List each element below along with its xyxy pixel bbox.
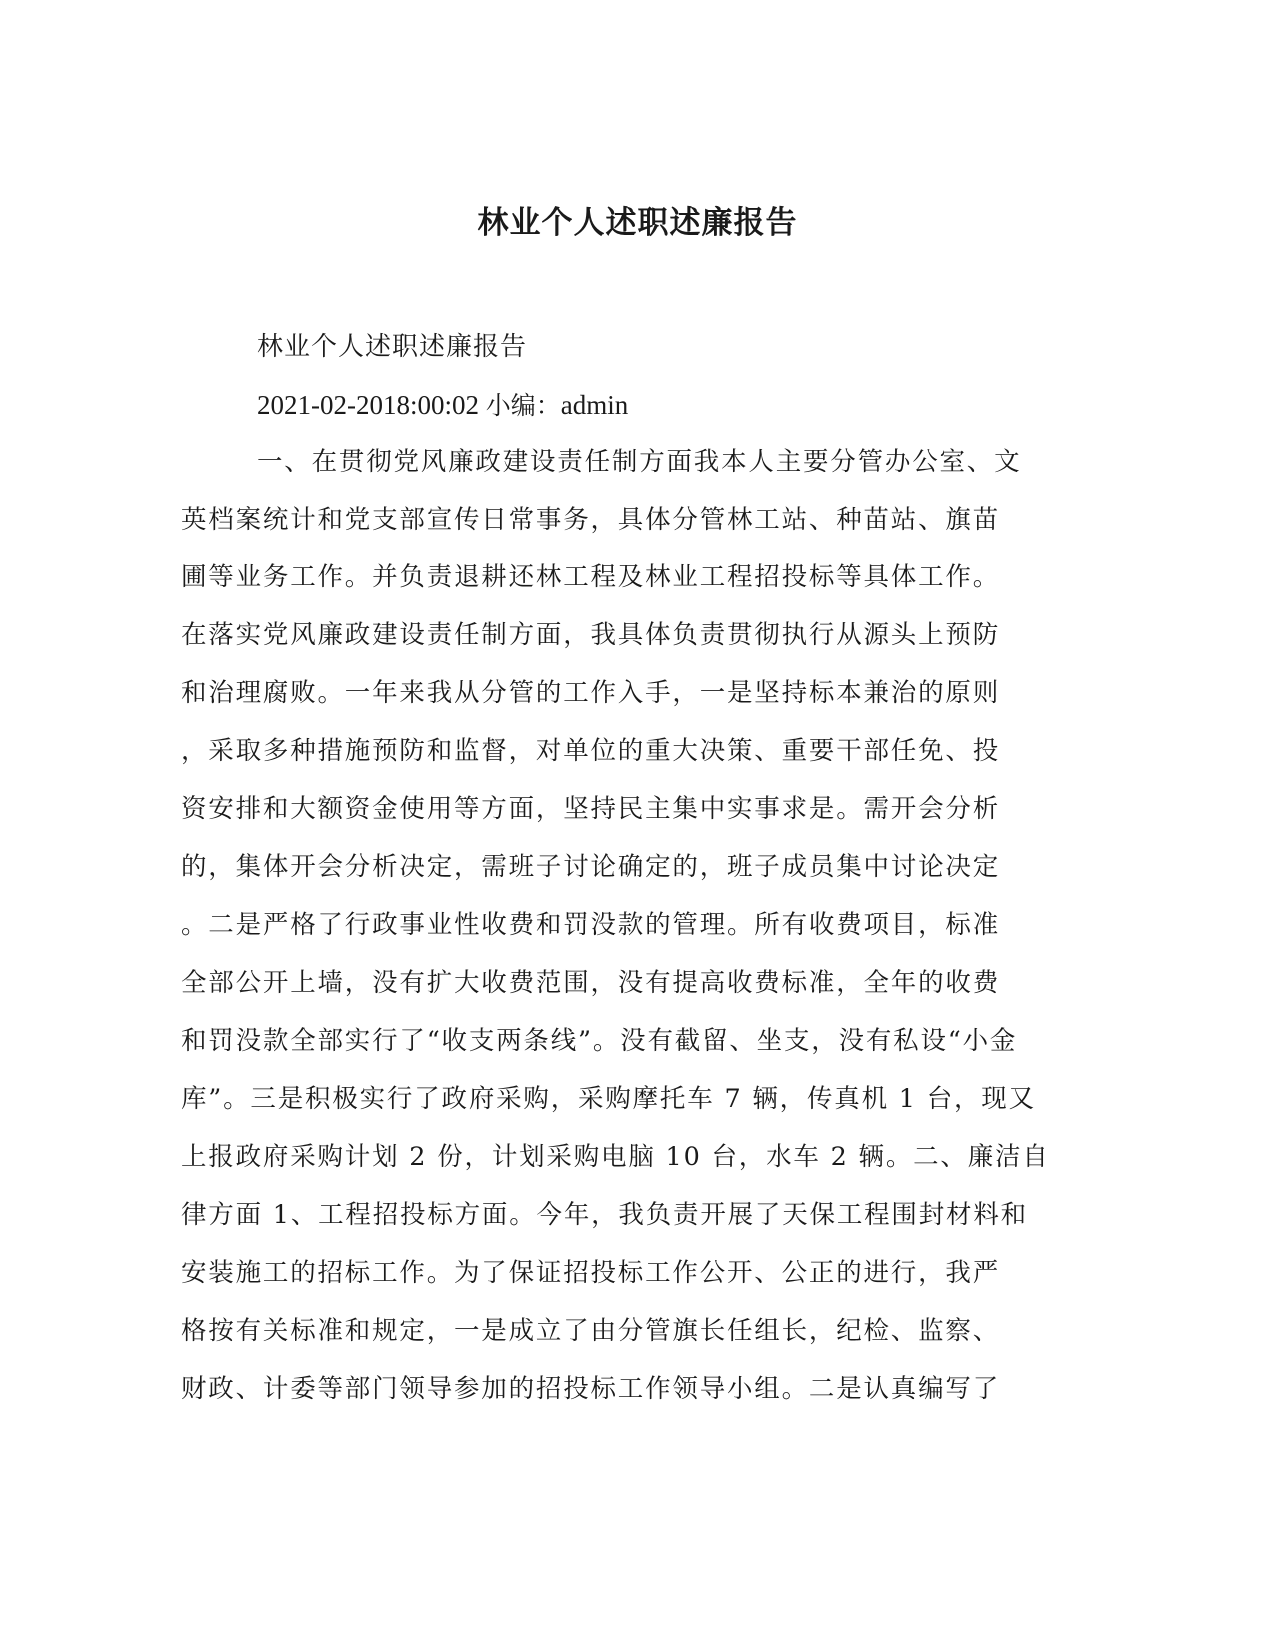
body-line: 和治理腐败。一年来我从分管的工作入手，一是坚持标本兼治的原则 — [181, 678, 1001, 708]
body-line: ，采取多种措施预防和监督，对单位的重大决策、重要干部任免、投 — [181, 736, 1001, 766]
publish-datetime: 2021-02-2018:00:02 — [257, 390, 479, 420]
body-line: 财政、计委等部门领导参加的招投标工作领导小组。二是认真编写了 — [181, 1374, 1001, 1404]
body-line: 一、在贯彻党风廉政建设责任制方面我本人主要分管办公室、文 — [257, 447, 1022, 477]
editor-label: 小编： — [485, 391, 561, 420]
body-line: 。二是严格了行政事业性收费和罚没款的管理。所有收费项目，标准 — [181, 910, 1001, 940]
body-line: 的，集体开会分析决定，需班子讨论确定的，班子成员集中讨论决定 — [181, 852, 1001, 882]
body-line: 安装施工的招标工作。为了保证招投标工作公开、公正的进行，我严 — [181, 1258, 1001, 1288]
document-subtitle: 林业个人述职述廉报告 — [257, 332, 528, 362]
body-line: 格按有关标准和规定，一是成立了由分管旗长任组长，纪检、监察、 — [181, 1316, 1001, 1346]
body-line: 圃等业务工作。并负责退耕还林工程及林业工程招投标等具体工作。 — [181, 562, 1001, 592]
document-meta — [257, 385, 628, 426]
editor-name: admin — [560, 390, 629, 420]
body-line: 全部公开上墙，没有扩大收费范围，没有提高收费标准，全年的收费 — [181, 968, 1001, 998]
body-line: 和罚没款全部实行了“收支两条线”。没有截留、坐支，没有私设“小金 — [181, 1026, 1018, 1056]
body-line: 英档案统计和党支部宣传日常事务，具体分管林工站、种苗站、旗苗 — [181, 505, 1001, 535]
body-line: 资安排和大额资金使用等方面，坚持民主集中实事求是。需开会分析 — [181, 794, 1001, 824]
document-title: 林业个人述职述廉报告 — [477, 205, 798, 241]
body-line: 在落实党风廉政建设责任制方面，我具体负责贯彻执行从源头上预防 — [181, 620, 1001, 650]
body-line: 库”。三是积极实行了政府采购，采购摩托车 7 辆，传真机 1 台，现又 — [181, 1084, 1036, 1114]
body-line: 上报政府采购计划 2 份，计划采购电脑 10 台，水车 2 辆。二、廉洁自 — [181, 1142, 1050, 1172]
body-line: 律方面 1、工程招投标方面。今年，我负责开展了天保工程围封材料和 — [181, 1200, 1028, 1230]
